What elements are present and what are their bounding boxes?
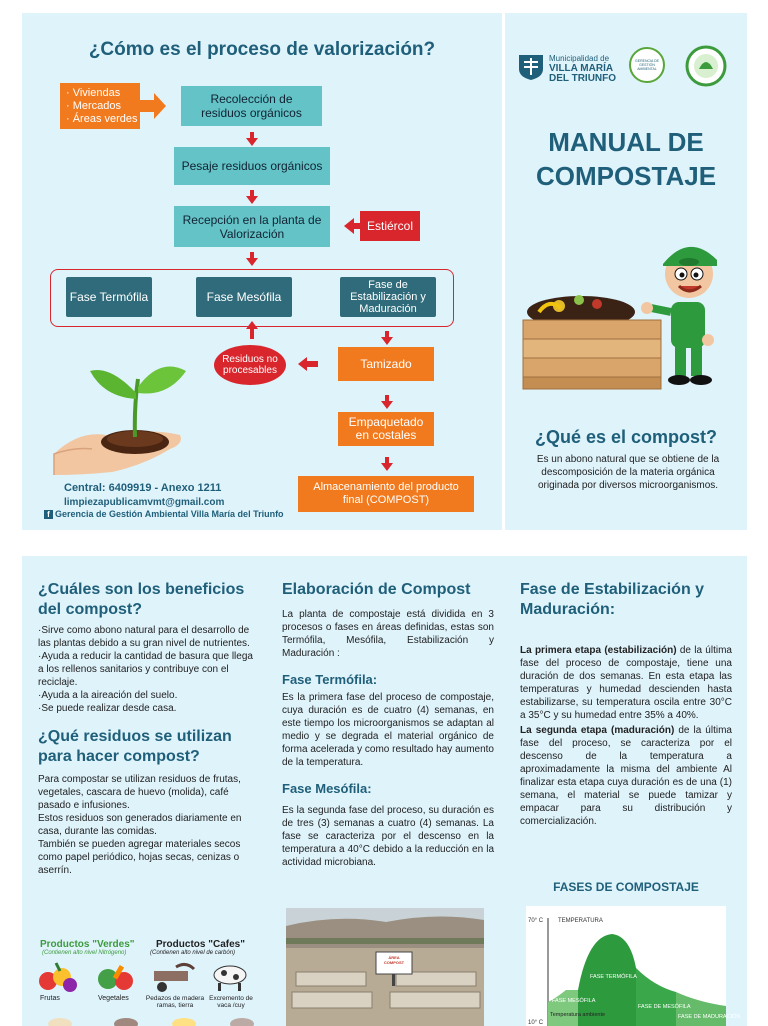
benefits-list [38, 624, 256, 715]
manual-title [505, 125, 747, 193]
benefit-item: ·Ayuda a la aireación del suelo. [38, 690, 178, 701]
arrow-up-icon [246, 321, 258, 339]
info-panel [22, 556, 747, 1026]
chart-phase-label: FASE DE MESÓFILA [638, 1004, 691, 1010]
facebook-icon: f [44, 510, 53, 519]
manual-title-line1: MANUAL DE [548, 127, 704, 157]
arrow-down-icon [381, 337, 393, 345]
chart-phase-label: FASE DE MADURACIÓN [678, 1014, 741, 1020]
thermophilic-text: Es la primera fase del proceso de compostaje, cuya duración es de cuatro (4) semanas, en este tiempo los microorganismos se adaptan al medio y se degrada el material orgánico de forma acelerada y como resultado hay aumento de la temperatura. [282, 692, 494, 768]
cover-panel [505, 13, 747, 530]
arrow-down-icon [246, 196, 258, 204]
product-label: Excremento de vaca /cuy [209, 995, 253, 1009]
stabilization-title: Fase de Estabilización y Maduración: [520, 581, 705, 618]
process-panel [22, 13, 502, 530]
phase-mesophilic: Fase Mesófila [196, 277, 292, 317]
step-collection: Recolección de residuos orgánicos [181, 86, 322, 126]
benefit-item: ·Sirve como abono natural para el desarrollo de las plantas debido a su gran nivel de nutrientes. [38, 625, 250, 649]
step-reception: Recepción en la planta de Valorización [174, 206, 330, 247]
product-label: Frutas [40, 995, 60, 1002]
step-packaging: Empaquetado en costales [338, 412, 434, 446]
compost-bin-character-illustration [519, 228, 741, 398]
municipality-name [549, 54, 616, 84]
product-label: Pedazos de madera ramas, tierra [145, 995, 205, 1009]
source-item: · Viviendas [66, 86, 121, 99]
arrow-down-icon [381, 401, 393, 409]
chart-phase-label: FASE MESÓFILA [552, 998, 596, 1004]
source-item: · Mercados [66, 99, 122, 112]
municipality-line1: Municipalidad de [549, 54, 610, 63]
contact-email: limpiezapublicamvmt@gmail.com [64, 497, 225, 508]
thermophilic-title: Fase Termófila: [282, 672, 378, 687]
contact-facebook-label: Gerencia de Gestión Ambiental Villa María del Triunfo [55, 509, 284, 519]
maturation-stage2-text: de la última fase del proceso, se caracteriza por el descenso de la temperatura a aproximadamente la misma del ambiente Al finalizar esta etapa cuya duración es de una (1) semana, el material se puede tamizar y empacar para su distribución y comercialización. [520, 725, 732, 827]
plant-in-hand-illustration [52, 349, 187, 484]
step-weighing: Pesaje residuos orgánicos [174, 147, 330, 185]
manure-box: Estiércol [360, 211, 420, 241]
waste-paragraph: Para compostar se utilizan residuos de frutas, vegetales, cascara de huevo (molida), café pasado e infusiones. [38, 774, 241, 811]
benefit-item: ·Ayuda a reducir la cantidad de basura que llega a los rellenos sanitarios y contribuye con el reciclaje. [38, 651, 253, 688]
compost-phases-chart [526, 906, 741, 1026]
benefits-title: ¿Cuáles son los beneficios del compost? [38, 581, 245, 618]
stabilization-stage1-label: La primera etapa (estabilización) [520, 645, 677, 656]
brown-products-subtitle: (Contienen alto nivel de carbón) [150, 950, 236, 956]
green-products-title: Productos "Verdes" [40, 939, 135, 950]
phase-thermophilic: Fase Termófila [66, 277, 152, 317]
cow-manure-icon [206, 959, 252, 993]
flow-title: ¿Cómo es el proceso de valorización? [88, 39, 436, 60]
waste-text [38, 773, 256, 877]
municipality-line2: VILLA MARÍA [549, 63, 614, 74]
green-products-subtitle: (Contienen alto nivel Nitrógeno) [42, 950, 127, 956]
product-label: Vegetales [98, 995, 129, 1002]
arrow-left-icon [298, 357, 318, 371]
chart-y-label: TEMPERATURA [558, 918, 603, 924]
non-processable-badge [214, 345, 286, 385]
municipality-line3: DEL TRIUNFO [549, 73, 617, 84]
wood-soil-icon [150, 961, 198, 993]
waste-paragraph: Estos residuos son generados diariamente en casa, durante las comidas. [38, 813, 242, 837]
mesophilic-text: Es la segunda fase del proceso, su duración es de tres (3) semanas a cuatro (4) semanas. La fase se caracteriza por el descenso en la temperatura a 40°C debido a la reducción en la actividad microbiana. [282, 805, 494, 868]
contact-phone: Central: 6409919 - Anexo 1211 [64, 482, 222, 494]
environment-seal-text: GERENCIA DE GESTIÓN AMBIENTAL [635, 59, 659, 71]
elaboration-intro: La planta de compostaje está dividida en 3 procesos o fases en áreas definidas, estas son Termófila, Mesófila, Estabilización y Maduración : [282, 609, 494, 659]
sources-box [60, 83, 140, 129]
phase-stabilization: Fase de Estabilización y Maduración [340, 277, 436, 317]
compost-area-sign: ÁREA COMPOST [383, 955, 405, 965]
stabilization-section [520, 580, 732, 828]
arrow-down-icon [381, 463, 393, 471]
arrow-down-icon [246, 138, 258, 146]
arrow-down-icon [246, 258, 258, 266]
compost-plant-photo [286, 908, 484, 1026]
brown-products-title: Productos "Cafes" [156, 939, 245, 950]
elaboration-section [282, 580, 494, 869]
step-storage: Almacenamiento del producto final (COMPOST) [298, 476, 474, 512]
chart-y-tick: 10° C [528, 1020, 544, 1026]
contact-facebook [44, 509, 284, 519]
vegetables-icon [94, 959, 138, 993]
municipality-shield-icon [517, 53, 545, 81]
chart-phase-label: FASE TERMÓFILA [590, 974, 637, 980]
stabilization-paragraph-1 [520, 644, 732, 722]
stabilization-paragraph-2 [520, 724, 732, 828]
arrow-right-icon [140, 93, 166, 119]
recycling-emblem-logo [685, 45, 727, 87]
environment-seal-logo [629, 47, 665, 83]
source-item: · Áreas verdes [66, 112, 138, 125]
chart-annotation: Temperatura ambiente [550, 1012, 606, 1018]
stabilization-stage1-text: de la última fase del proceso de compostaje, tiene una duración de dos semanas. En esta etapa las temperaturas y humedad descienden hasta estabilizarse, su temperatura oscila entre 30°C a 35°C y su humedad entre 35% a 40%. [520, 645, 732, 721]
non-processable-label: Residuos no procesables [222, 354, 278, 376]
waste-title: ¿Qué residuos se utilizan para hacer compost? [38, 728, 232, 765]
more-products-icons [36, 1014, 256, 1026]
chart-y-tick: 70° C [528, 918, 544, 924]
fruits-icon [36, 959, 78, 993]
benefit-item: ·Se puede realizar desde casa. [38, 703, 177, 714]
mesophilic-title: Fase Mesófila: [282, 781, 372, 796]
phases-chart-title: FASES DE COMPOSTAJE [553, 880, 699, 894]
elaboration-title: Elaboración de Compost [282, 581, 471, 598]
maturation-stage2-label: La segunda etapa (maduración) [520, 725, 675, 736]
compost-question: ¿Qué es el compost? [534, 427, 718, 447]
benefits-section [38, 580, 256, 877]
step-sieving: Tamizado [338, 347, 434, 381]
manual-title-line2: COMPOSTAJE [535, 161, 717, 191]
waste-paragraph: También se pueden agregar materiales secos como papel periódico, hojas secas, cenizas o aserrín. [38, 839, 241, 876]
compost-answer: Es un abono natural que se obtiene de la descomposición de la materia orgánica originada por diversos microorganismos. [536, 454, 720, 491]
